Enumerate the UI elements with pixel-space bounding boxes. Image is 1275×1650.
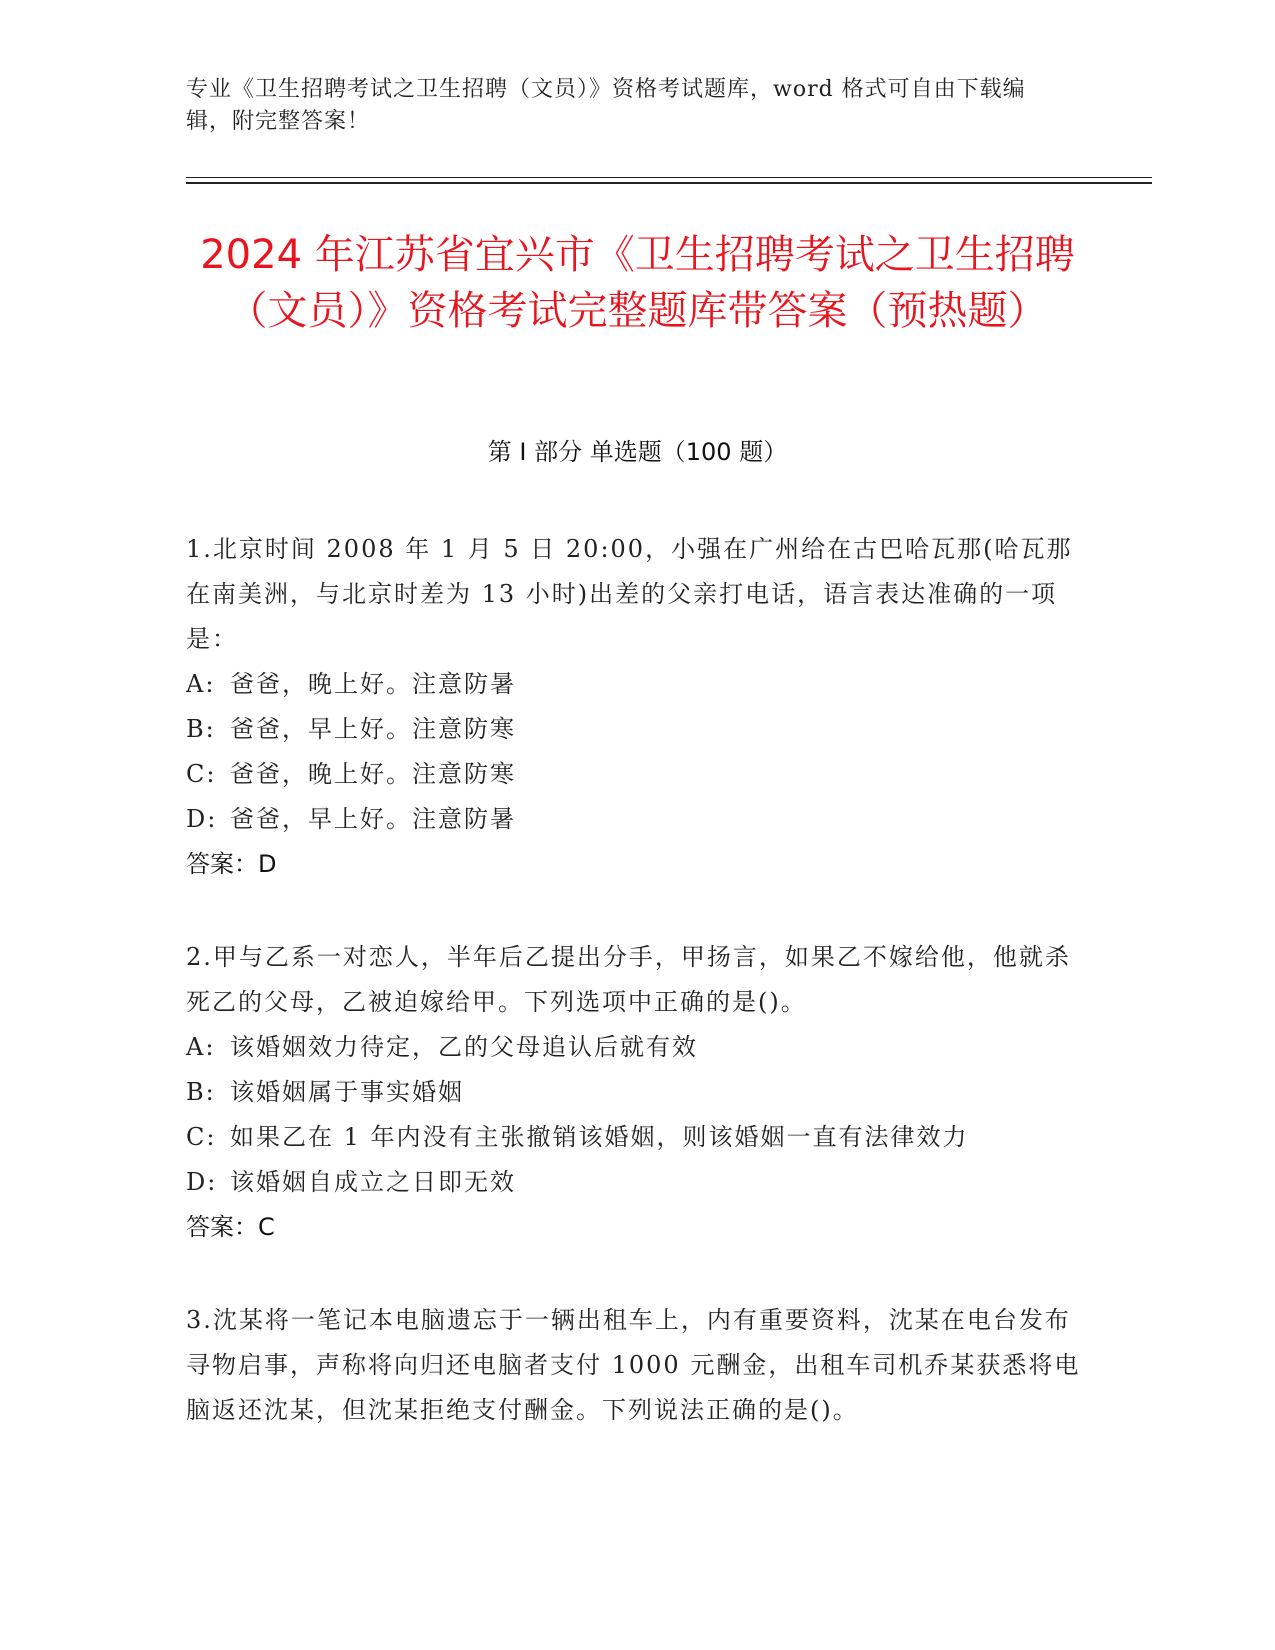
- question-list: [186, 527, 1086, 1481]
- question-1: [186, 527, 1086, 887]
- question-3: [186, 1298, 1086, 1433]
- option-letter: B:: [186, 715, 216, 743]
- header-divider-thin: [186, 177, 1152, 178]
- option-c: [186, 752, 1086, 797]
- option-letter: C:: [186, 760, 217, 788]
- option-text: 爸爸，早上好。注意防暑: [230, 805, 516, 833]
- question-text: 2.甲与乙系一对恋人，半年后乙提出分手，甲扬言，如果乙不嫁给他，他就杀死乙的父母，乙被迫嫁给甲。下列选项中正确的是()。: [186, 943, 1071, 1016]
- option-b: [186, 1070, 1086, 1115]
- answer: 答案：D: [186, 850, 277, 878]
- option-text: 该婚姻属于事实婚姻: [230, 1078, 464, 1106]
- option-d: [186, 1160, 1086, 1205]
- option-a: [186, 662, 1086, 707]
- option-letter: B:: [186, 1078, 216, 1106]
- header-divider-thick: [186, 182, 1152, 184]
- option-d: [186, 797, 1086, 842]
- option-a: [186, 1025, 1086, 1070]
- option-text: 如果乙在 1 年内没有主张撤销该婚姻，则该婚姻一直有法律效力: [230, 1123, 969, 1151]
- question-text: 1.北京时间 2008 年 1 月 5 日 20:00，小强在广州给在古巴哈瓦那(哈瓦那在南美洲，与北京时差为 13 小时)出差的父亲打电话，语言表达准确的一项是：: [186, 535, 1073, 653]
- option-letter: C:: [186, 1123, 217, 1151]
- option-text: 爸爸，早上好。注意防寒: [230, 715, 516, 743]
- option-c: [186, 1115, 1086, 1160]
- section-title: 第 I 部分 单选题（100 题）: [487, 438, 788, 466]
- option-text: 该婚姻自成立之日即无效: [230, 1168, 516, 1196]
- header-note: 专业《卫生招聘考试之卫生招聘（文员）》资格考试题库，word 格式可自由下载编辑，附完整答案！: [186, 77, 1026, 134]
- document-title: 2024 年江苏省宜兴市《卫生招聘考试之卫生招聘（文员）》资格考试完整题库带答案（预热题）: [200, 232, 1075, 334]
- question-2: [186, 935, 1086, 1250]
- option-letter: A:: [186, 1033, 216, 1061]
- option-letter: D:: [186, 805, 218, 833]
- option-letter: D:: [186, 1168, 218, 1196]
- question-text: 3.沈某将一笔记本电脑遗忘于一辆出租车上，内有重要资料，沈某在电台发布寻物启事，声称将向归还电脑者支付 1000 元酬金，出租车司机乔某获悉将电脑返还沈某，但沈某拒绝支付酬金。下列说法正确的是()。: [186, 1306, 1081, 1424]
- option-text: 该婚姻效力待定，乙的父母追认后就有效: [230, 1033, 698, 1061]
- option-b: [186, 707, 1086, 752]
- option-text: 爸爸，晚上好。注意防寒: [230, 760, 516, 788]
- option-letter: A:: [186, 670, 216, 698]
- option-text: 爸爸，晚上好。注意防暑: [230, 670, 516, 698]
- answer: 答案：C: [186, 1213, 275, 1241]
